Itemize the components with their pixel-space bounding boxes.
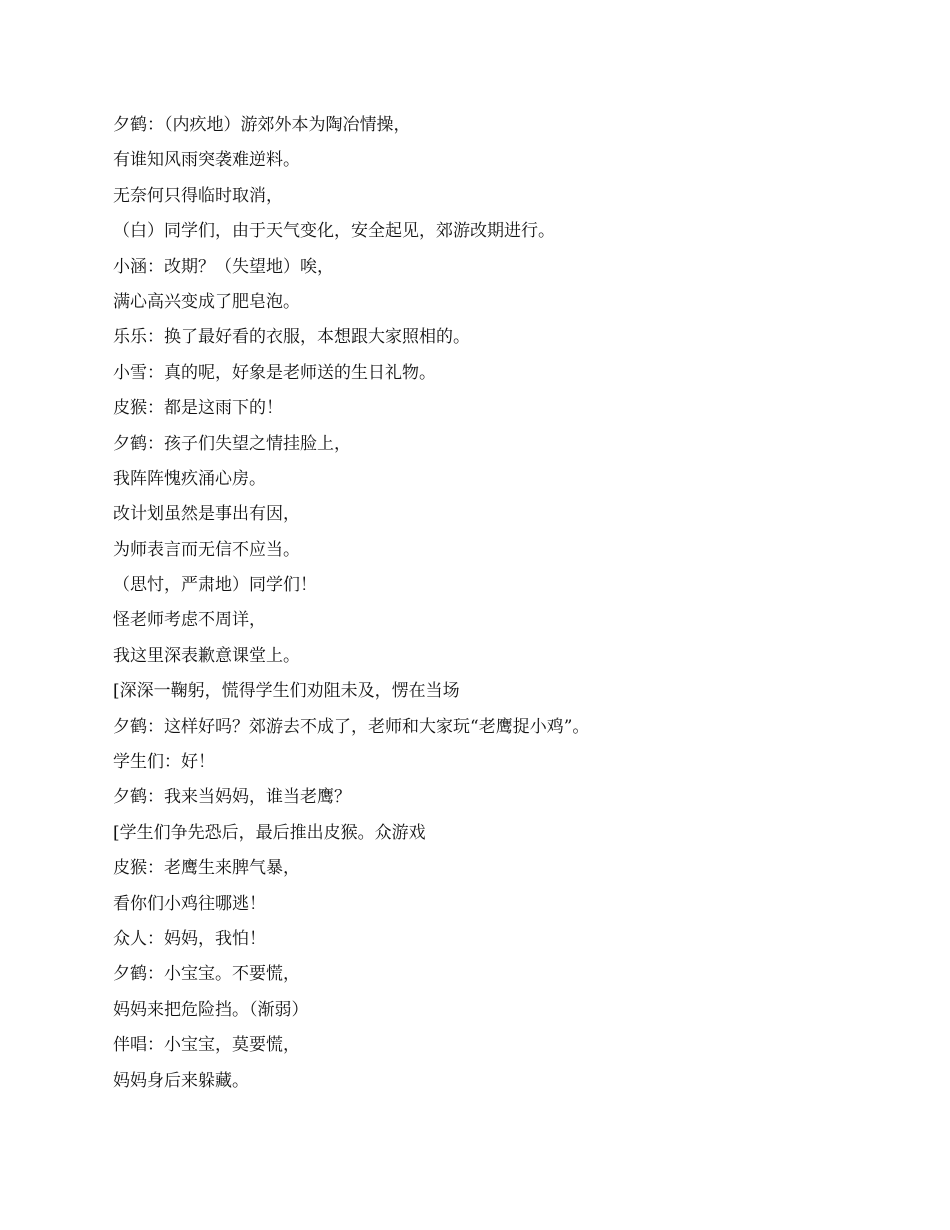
script-line: 我这里深表歉意课堂上。 <box>113 645 300 666</box>
script-line: 夕鹤：孩子们失望之情挂脸上， <box>113 433 351 454</box>
script-line: （思忖，严肃地）同学们！ <box>113 575 317 596</box>
script-text-body <box>113 108 893 1099</box>
script-line: 夕鹤：（内疚地）游郊外本为陶冶情操， <box>113 115 411 135</box>
script-line: 夕鹤：我来当妈妈，谁当老鹰？ <box>113 787 351 808</box>
script-line: 我阵阵愧疚涌心房。 <box>113 468 266 489</box>
script-line: 众人：妈妈，我怕！ <box>113 928 266 949</box>
script-line: 乐乐：换了最好看的衣服，本想跟大家照相的。 <box>113 327 470 348</box>
script-line: （白）同学们，由于天气变化，安全起见，郊游改期进行。 <box>113 221 555 242</box>
script-line: 学生们：好！ <box>113 752 215 773</box>
script-line: 无奈何只得临时取消， <box>113 185 283 206</box>
stage-direction-line: [学生们争先恐后，最后推出皮猴。众游戏 <box>113 822 426 843</box>
script-line: 怪老师考虑不周详， <box>113 610 266 631</box>
script-line: 妈妈来把危险挡。（渐弱） <box>113 999 309 1020</box>
stage-direction-line: [深深一鞠躬，慌得学生们劝阻未及，愣在当场 <box>113 681 460 702</box>
script-line: 皮猴：都是这雨下的！ <box>113 398 283 419</box>
script-line: 为师表言而无信不应当。 <box>113 539 300 560</box>
script-line: 夕鹤：小宝宝。不要慌， <box>113 964 300 985</box>
script-line: 小涵：改期？（失望地）唉， <box>113 256 334 277</box>
script-line: 有谁知风雨突袭难逆料。 <box>113 150 300 171</box>
script-line: 妈妈身后来躲藏。 <box>113 1070 249 1091</box>
script-line: 皮猴：老鹰生来脾气暴， <box>113 858 300 879</box>
script-line: 满心高兴变成了肥皂泡。 <box>113 291 300 312</box>
script-line: 改计划虽然是事出有因， <box>113 504 300 525</box>
script-line: 夕鹤：这样好吗？郊游去不成了，老师和大家玩“老鹰捉小鸡”。 <box>113 716 590 737</box>
script-line: 看你们小鸡往哪逃！ <box>113 893 266 914</box>
script-line: 伴唱：小宝宝，莫要慌， <box>113 1035 300 1056</box>
script-line: 小雪：真的呢，好象是老师送的生日礼物。 <box>113 362 436 383</box>
